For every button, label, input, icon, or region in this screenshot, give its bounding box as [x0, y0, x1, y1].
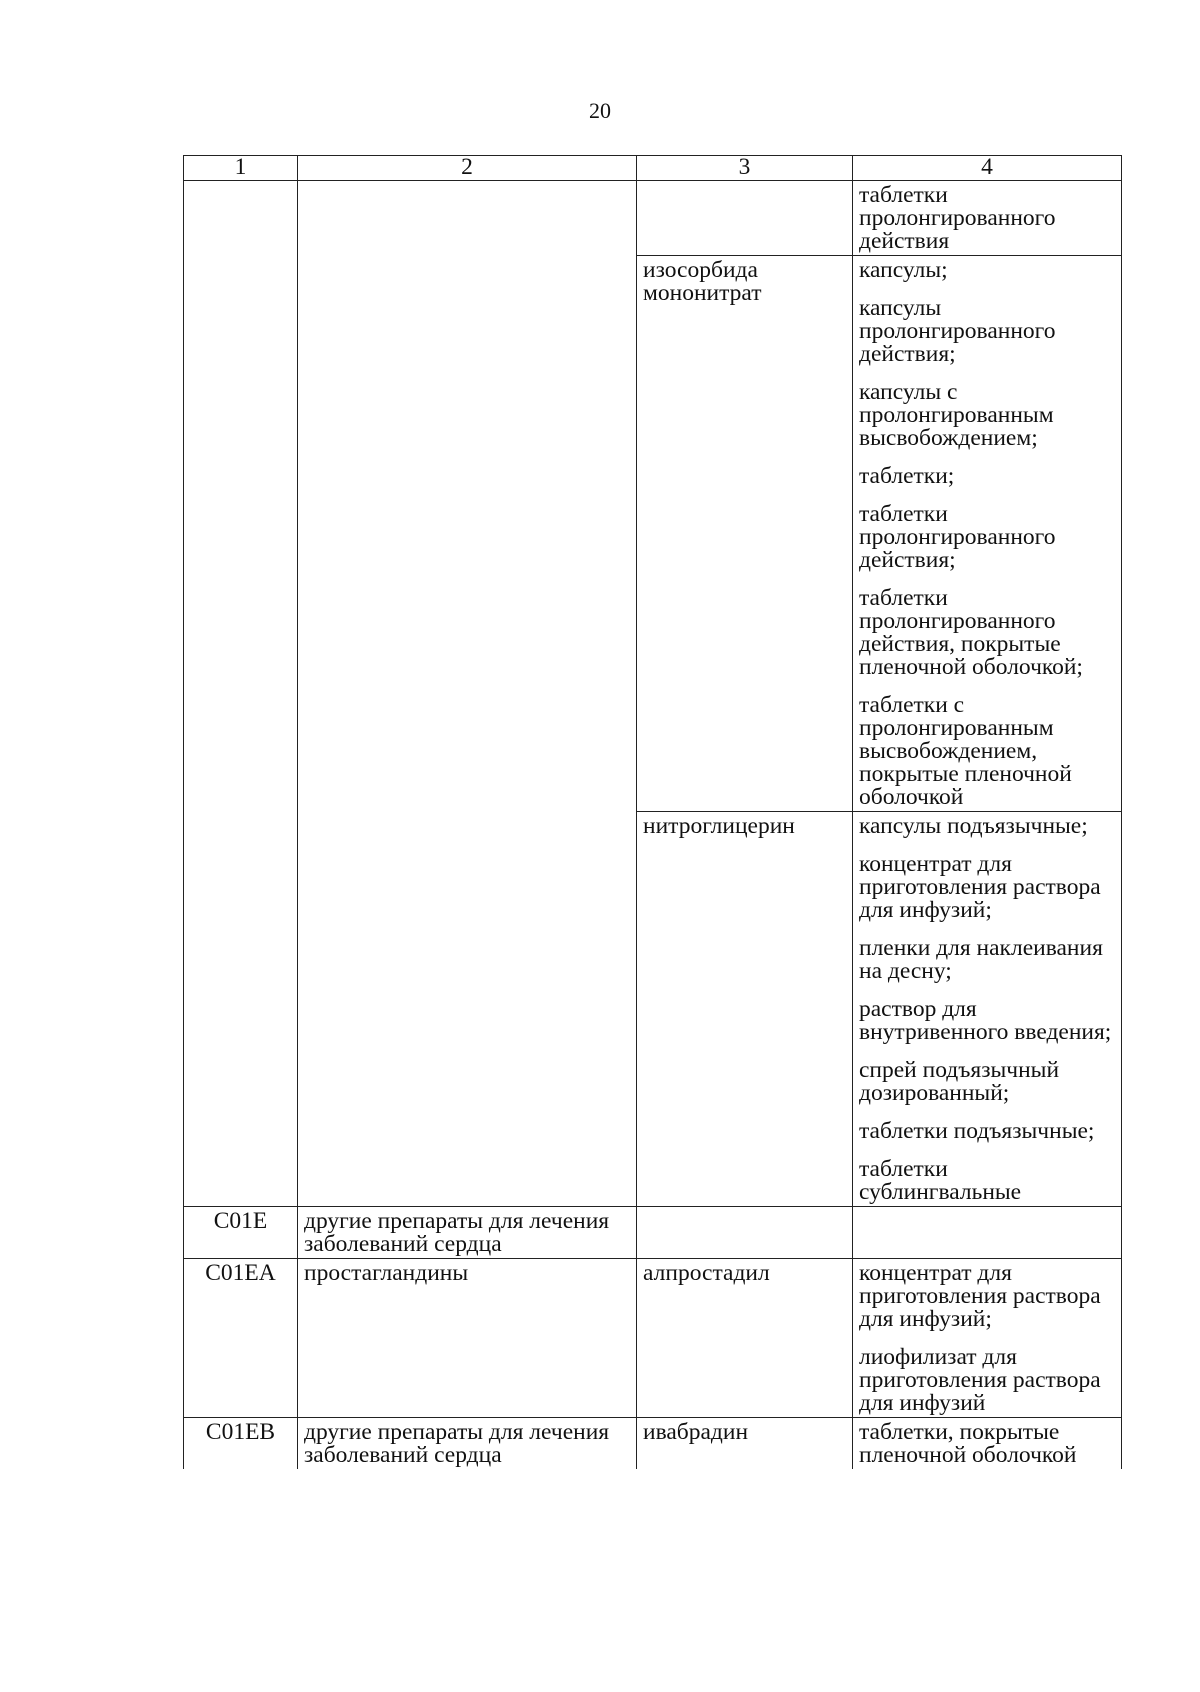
forms-cell: [853, 256, 1122, 812]
table-row: [184, 1259, 1122, 1418]
drug-cell: алпростадил: [637, 1259, 853, 1418]
forms-cell: [853, 1259, 1122, 1418]
drug-cell: ивабрадин: [637, 1418, 853, 1470]
dosage-form: капсулы;: [859, 257, 948, 283]
dosage-form: таблетки с пролонгированным высвобождением, покрытые пленочной оболочкой: [859, 692, 1072, 810]
column-header: 1: [184, 156, 298, 181]
column-header: 2: [298, 156, 637, 181]
drug-cell: нитроглицерин: [637, 812, 853, 1207]
drug-cell: изосорбида мононитрат: [637, 256, 853, 812]
column-header: 3: [637, 156, 853, 181]
dosage-form: таблетки подъязычные;: [859, 1118, 1095, 1144]
drug-table: [183, 155, 1122, 1469]
forms-cell: [853, 1207, 1122, 1259]
atc-code-cell: C01EB: [184, 1418, 298, 1470]
forms-cell: [853, 1418, 1122, 1470]
dosage-form: таблетки, покрытые пленочной оболочкой: [859, 1419, 1077, 1468]
dosage-form: таблетки пролонгированного действия;: [859, 501, 1056, 573]
atc-code-cell: C01EA: [184, 1259, 298, 1418]
dosage-form: капсулы с пролонгированным высвобождением;: [859, 379, 1054, 451]
dosage-form: таблетки сублингвальные: [859, 1156, 1022, 1205]
dosage-form: концентрат для приготовления раствора для инфузий;: [859, 1260, 1101, 1332]
atc-code-cell: C01E: [184, 1207, 298, 1259]
dosage-form: таблетки пролонгированного действия: [859, 182, 1056, 254]
forms-cell: [853, 181, 1122, 256]
table-row: [184, 1207, 1122, 1259]
atc-code-cell: [184, 181, 298, 1207]
group-cell: другие препараты для лечения заболеваний сердца: [298, 1207, 637, 1259]
group-cell: простагландины: [298, 1259, 637, 1418]
table-header-row: [184, 156, 1122, 181]
dosage-form: раствор для внутривенного введения;: [859, 996, 1112, 1045]
table-row: [184, 1418, 1122, 1470]
dosage-form: спрей подъязычный дозированный;: [859, 1057, 1060, 1106]
page-number: 20: [589, 98, 611, 123]
drug-cell: [637, 181, 853, 256]
drug-cell: [637, 1207, 853, 1259]
dosage-form: капсулы подъязычные;: [859, 813, 1088, 839]
dosage-form: лиофилизат для приготовления раствора для инфузий: [859, 1344, 1101, 1416]
group-cell: другие препараты для лечения заболеваний сердца: [298, 1418, 637, 1470]
forms-cell: [853, 812, 1122, 1207]
dosage-form: таблетки пролонгированного действия, покрытые пленочной оболочкой;: [859, 585, 1083, 680]
dosage-form: капсулы пролонгированного действия;: [859, 295, 1056, 367]
dosage-form: таблетки;: [859, 463, 955, 489]
column-header: 4: [853, 156, 1122, 181]
dosage-form: пленки для наклеивания на десну;: [859, 935, 1103, 984]
group-cell: [298, 181, 637, 1207]
dosage-form: концентрат для приготовления раствора для инфузий;: [859, 851, 1101, 923]
table-row: [184, 181, 1122, 256]
